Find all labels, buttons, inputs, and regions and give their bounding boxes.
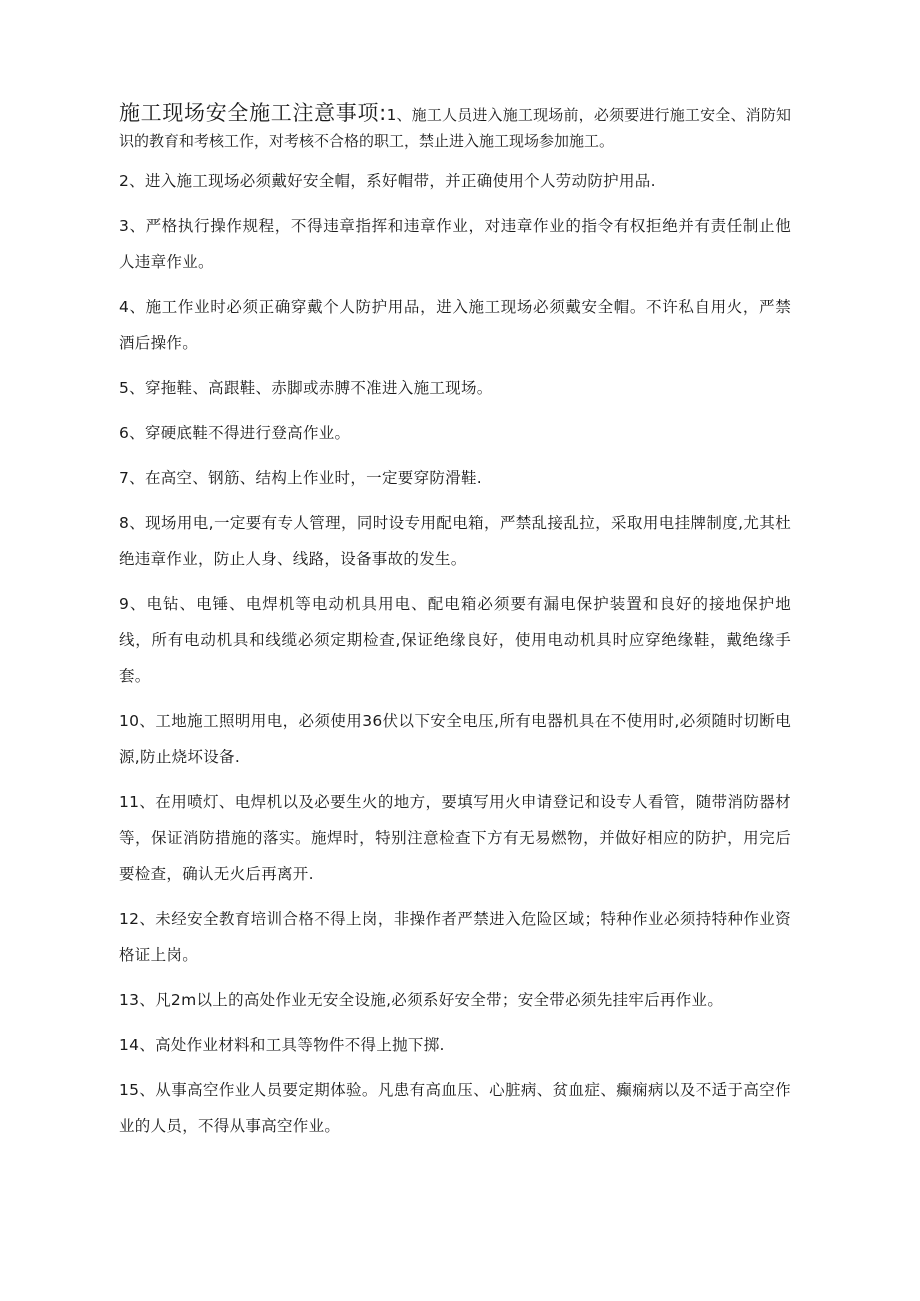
item-5: 5、穿拖鞋、高跟鞋、赤脚或赤膊不准进入施工现场。 [119, 379, 493, 397]
item-1: 1、施工人员进入施工现场前，必须要进行施工安全、消防知识的教育和考核工作，对考核不合格的职工，禁止进入施工现场参加施工。 [119, 106, 792, 150]
item-3: 3、严格执行操作规程，不得违章指挥和违章作业，对违章作业的指令有权拒绝并有责任制止他人违章作业。 [119, 217, 791, 271]
document-page [119, 100, 791, 1153]
item-10: 10、工地施工照明用电，必须使用36伏以下安全电压,所有电器机具在不使用时,必须随时切断电源,防止烧坏设备. [119, 712, 791, 766]
item-4: 4、施工作业时必须正确穿戴个人防护用品，进入施工现场必须戴安全帽。不许私自用火，严禁酒后操作。 [119, 298, 791, 352]
item-14: 14、高处作业材料和工具等物件不得上抛下掷. [119, 1036, 445, 1054]
title-paragraph [119, 100, 791, 154]
item-2: 2、进入施工现场必须戴好安全帽，系好帽带，并正确使用个人劳动防护用品. [119, 172, 656, 190]
item-9: 9、电钻、电锤、电焊机等电动机具用电、配电箱必须要有漏电保护装置和良好的接地保护地线，所有电动机具和线缆必须定期检查,保证绝缘良好，使用电动机具时应穿绝缘鞋，戴绝缘手套。 [119, 595, 791, 685]
item-15: 15、从事高空作业人员要定期体验。凡患有高血压、心脏病、贫血症、癫痫病以及不适于高空作业的人员，不得从事高空作业。 [119, 1081, 791, 1135]
item-8: 8、现场用电,一定要有专人管理，同时设专用配电箱，严禁乱接乱拉，采取用电挂牌制度,尤其杜绝违章作业，防止人身、线路，设备事故的发生。 [119, 514, 791, 568]
document-title: 施工现场安全施工注意事项: [119, 101, 387, 125]
item-12: 12、未经安全教育培训合格不得上岗，非操作者严禁进入危险区域；特种作业必须持特种作业资格证上岗。 [119, 910, 791, 964]
item-11: 11、在用喷灯、电焊机以及必要生火的地方，要填写用火申请登记和设专人看管，随带消防器材等，保证消防措施的落实。施焊时，特别注意检查下方有无易燃物，并做好相应的防护，用完后要检查，确认无火后再离开. [119, 793, 791, 883]
item-7: 7、在高空、钢筋、结构上作业时，一定要穿防滑鞋. [119, 469, 482, 487]
item-13: 13、凡2m以上的高处作业无安全设施,必须系好安全带；安全带必须先挂牢后再作业。 [119, 991, 724, 1009]
item-6: 6、穿硬底鞋不得进行登高作业。 [119, 424, 351, 442]
